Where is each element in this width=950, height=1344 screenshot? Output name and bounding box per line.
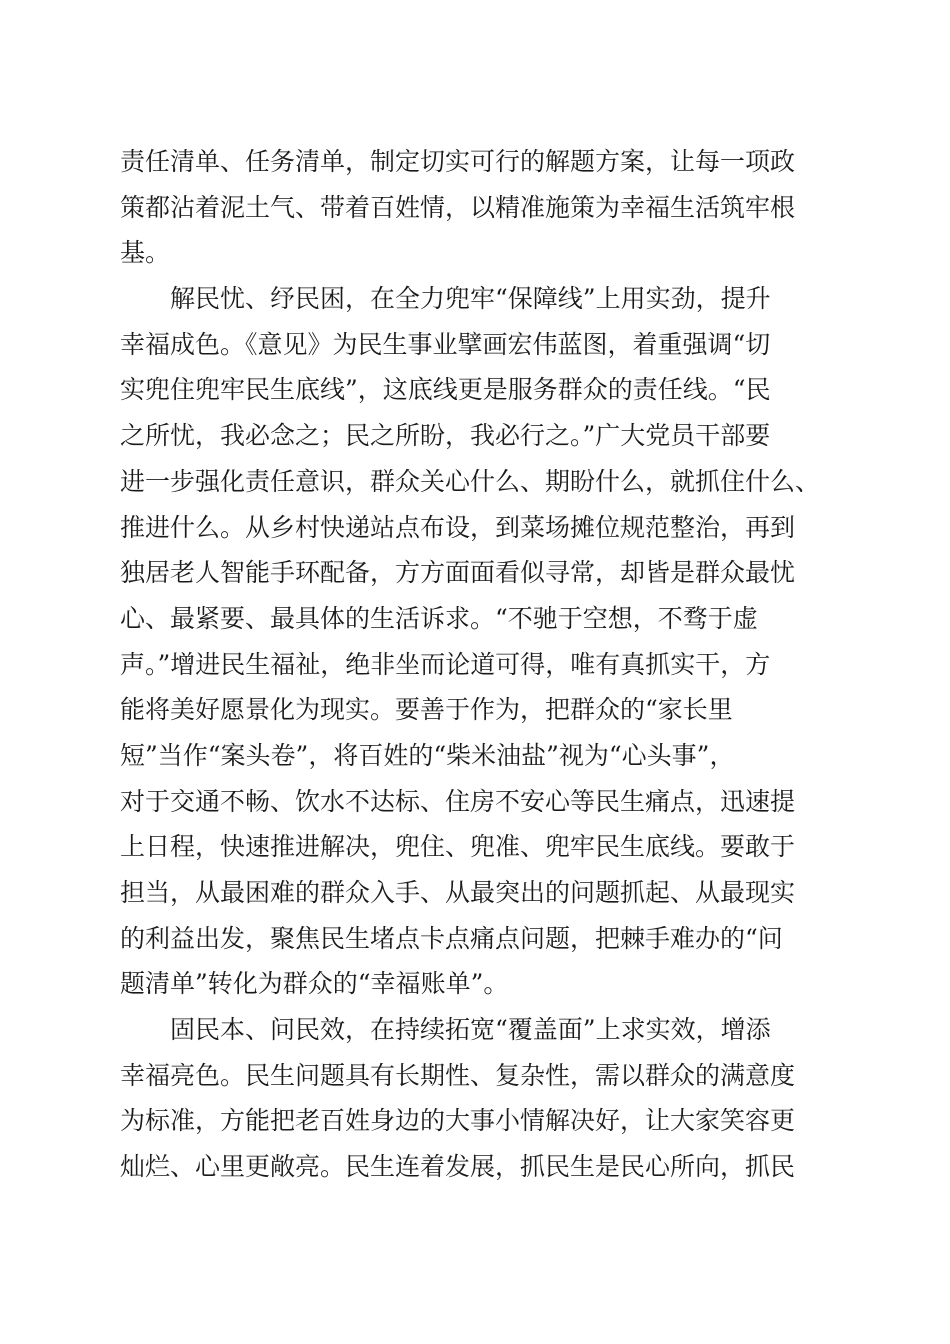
text-line: 能将美好愿景化为现实。要善于作为，把群众的“家长里 [120, 695, 733, 725]
text-line: 声。”增进民生福祉，绝非坐而论道可得，唯有真抓实干，方 [120, 649, 771, 679]
text-line: 短”当作“案头卷”，将百姓的“柴米油盐”视为“心头事”， [120, 740, 735, 770]
text-line: 担当，从最困难的群众入手、从最突出的问题抓起、从最现实 [120, 878, 796, 907]
text-line: 推进什么。从乡村快递站点布设，到菜场摊位规范整治，再到 [120, 512, 796, 542]
text-line: 对于交通不畅、饮水不达标、住房不安心等民生痛点，迅速提 [120, 786, 796, 816]
text-line: 上日程，快速推进解决，兜住、兜准、兜牢民生底线。要敢于 [120, 832, 796, 862]
text-line: 之所忧，我必念之；民之所盼，我必行之。”广大党员干部要 [120, 421, 771, 451]
text-line: 实兜住兜牢民生底线”，这底线更是服务群众的责任线。“民 [120, 375, 771, 405]
text-line: 进一步强化责任意识，群众关心什么、期盼什么，就抓住什么、 [120, 466, 821, 496]
text-line: 灿烂、心里更敞亮。民生连着发展，抓民生是民心所向，抓民 [120, 1152, 796, 1182]
text-line: 策都沾着泥土气、带着百姓情，以精准施策为幸福生活筑牢根 [120, 192, 796, 222]
body-text [120, 139, 840, 1190]
text-line: 幸福成色。《意见》为民生事业擘画宏伟蓝图，着重强调“切 [120, 329, 771, 359]
text-line: 独居老人智能手环配备，方方面面看似寻常，却皆是群众最忧 [120, 558, 796, 588]
text-line: 的利益出发，聚焦民生堵点卡点痛点问题，把棘手难办的“问 [120, 923, 783, 953]
paragraph-first-line: 固民本、问民效，在持续拓宽“覆盖面”上求实效，增添 [170, 1015, 771, 1045]
paragraph-first-line: 解民忧、纾民困，在全力兜牢“保障线”上用实劲，提升 [170, 284, 771, 314]
text-line: 心、最紧要、最具体的生活诉求。“不驰于空想，不骛于虚 [120, 603, 758, 633]
text-line: 基。 [120, 238, 171, 268]
text-line: 为标准，方能把老百姓身边的大事小情解决好，让大家笑容更 [120, 1106, 796, 1136]
text-line: 幸福亮色。民生问题具有长期性、复杂性，需以群众的满意度 [120, 1060, 796, 1090]
text-line: 题清单”转化为群众的“幸福账单”。 [120, 969, 509, 999]
text-line: 责任清单、任务清单，制定切实可行的解题方案，让每一项政 [120, 147, 796, 176]
